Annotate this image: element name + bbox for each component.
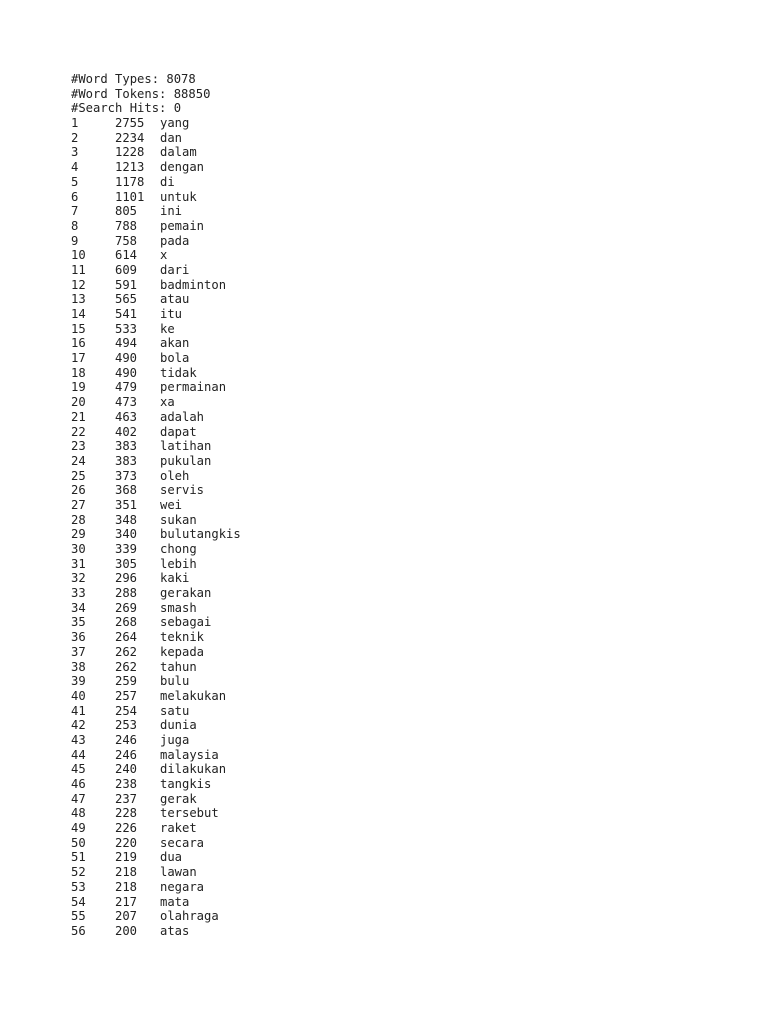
rank-cell: 12: [71, 277, 86, 292]
list-item: [71, 469, 241, 484]
frequency-cell: 296: [115, 571, 138, 586]
list-item: [71, 571, 241, 586]
word-cell: servis: [160, 483, 205, 498]
word-list-document: [71, 72, 241, 939]
frequency-cell: 220: [115, 835, 138, 850]
rank-cell: 30: [71, 542, 86, 556]
list-item: [71, 718, 241, 733]
frequency-cell: 246: [115, 732, 138, 747]
word-cell: oleh: [160, 468, 190, 483]
frequency-cell: 264: [115, 630, 138, 645]
frequency-cell: 269: [115, 600, 138, 615]
frequency-cell: 383: [115, 453, 138, 468]
frequency-cell: 533: [115, 321, 138, 336]
list-item: [71, 924, 241, 939]
frequency-cell: 565: [115, 292, 138, 307]
list-item: [71, 395, 241, 410]
word-tokens-line: #Word Tokens: 88850: [71, 86, 211, 101]
rank-cell: 38: [71, 659, 86, 674]
word-cell: juga: [160, 732, 190, 747]
frequency-cell: 339: [115, 542, 138, 556]
list-item: [71, 131, 241, 146]
word-cell: dilakukan: [160, 762, 227, 777]
frequency-cell: 340: [115, 527, 138, 542]
word-cell: latihan: [160, 439, 212, 454]
list-item: [71, 850, 241, 865]
word-cell: tangkis: [160, 777, 212, 791]
word-cell: secara: [160, 835, 205, 850]
list-item: [71, 792, 241, 807]
list-item: [71, 527, 241, 542]
frequency-cell: 758: [115, 233, 138, 248]
word-cell: x: [160, 248, 168, 263]
frequency-cell: 259: [115, 674, 138, 689]
frequency-cell: 218: [115, 879, 138, 894]
word-cell: adalah: [160, 409, 205, 424]
list-item: [71, 557, 241, 572]
word-cell: lebih: [160, 556, 197, 571]
rank-cell: 39: [71, 674, 86, 689]
list-item: [71, 190, 241, 205]
word-cell: ke: [160, 321, 175, 336]
rank-cell: 36: [71, 630, 86, 645]
frequency-cell: 614: [115, 248, 138, 263]
word-cell: xa: [160, 395, 175, 410]
frequency-cell: 226: [115, 821, 138, 836]
frequency-cell: 490: [115, 351, 138, 366]
word-cell: atau: [160, 292, 190, 307]
frequency-cell: 1213: [115, 160, 145, 175]
list-item: [71, 322, 241, 337]
rank-cell: 7: [71, 204, 79, 219]
frequency-cell: 237: [115, 791, 138, 806]
rank-cell: 49: [71, 821, 86, 836]
word-types-line: #Word Types: 8078: [71, 72, 196, 86]
list-item: [71, 748, 241, 763]
rank-cell: 18: [71, 365, 86, 380]
frequency-cell: 402: [115, 424, 138, 439]
frequency-cell: 262: [115, 644, 138, 659]
rank-cell: 9: [71, 233, 79, 248]
frequency-cell: 262: [115, 659, 138, 674]
rank-cell: 5: [71, 174, 79, 189]
word-cell: olahraga: [160, 909, 219, 924]
list-item: [71, 175, 241, 190]
rank-cell: 27: [71, 497, 86, 512]
frequency-cell: 373: [115, 468, 138, 483]
list-item: [71, 366, 241, 381]
list-item: [71, 145, 241, 160]
frequency-cell: 207: [115, 909, 138, 924]
word-cell: pukulan: [160, 453, 212, 468]
list-item: [71, 689, 241, 704]
rank-cell: 23: [71, 439, 86, 454]
frequency-cell: 253: [115, 718, 138, 733]
rank-cell: 31: [71, 556, 86, 571]
list-item: [71, 630, 241, 645]
word-cell: bulutangkis: [160, 527, 241, 542]
list-item: [71, 674, 241, 689]
word-cell: tersebut: [160, 806, 219, 821]
word-cell: gerak: [160, 791, 197, 806]
word-cell: dalam: [160, 145, 197, 160]
frequency-cell: 288: [115, 586, 138, 601]
frequency-cell: 246: [115, 747, 138, 762]
list-item: [71, 410, 241, 425]
list-item: [71, 762, 241, 777]
word-cell: melakukan: [160, 688, 227, 703]
word-cell: pemain: [160, 218, 205, 233]
frequency-cell: 383: [115, 439, 138, 454]
rank-cell: 42: [71, 718, 86, 733]
word-cell: chong: [160, 542, 197, 556]
rank-cell: 16: [71, 336, 86, 351]
word-cell: negara: [160, 879, 205, 894]
frequency-cell: 200: [115, 923, 138, 938]
word-cell: dapat: [160, 424, 197, 439]
list-item: [71, 483, 241, 498]
word-cell: pada: [160, 233, 190, 248]
list-item: [71, 586, 241, 601]
list-item: [71, 806, 241, 821]
word-cell: teknik: [160, 630, 205, 645]
rank-cell: 8: [71, 218, 79, 233]
frequency-cell: 463: [115, 409, 138, 424]
rank-cell: 1: [71, 116, 79, 131]
list-item: [71, 880, 241, 895]
frequency-cell: 591: [115, 277, 138, 292]
word-cell: dari: [160, 262, 190, 277]
rank-cell: 55: [71, 909, 86, 924]
word-cell: bola: [160, 351, 190, 366]
rank-cell: 50: [71, 835, 86, 850]
rank-cell: 24: [71, 453, 86, 468]
rank-cell: 32: [71, 571, 86, 586]
rank-cell: 56: [71, 923, 86, 938]
word-cell: kepada: [160, 644, 205, 659]
list-item: [71, 307, 241, 322]
rank-cell: 48: [71, 806, 86, 821]
list-item: [71, 454, 241, 469]
list-item: [71, 425, 241, 440]
list-item: [71, 733, 241, 748]
frequency-cell: 348: [115, 512, 138, 527]
list-item: [71, 278, 241, 293]
list-item: [71, 336, 241, 351]
word-cell: untuk: [160, 189, 197, 204]
rank-cell: 14: [71, 307, 86, 321]
rank-cell: 6: [71, 189, 79, 204]
word-cell: itu: [160, 307, 183, 321]
list-item: [71, 292, 241, 307]
frequency-cell: 1228: [115, 145, 145, 160]
rank-cell: 15: [71, 321, 86, 336]
list-item: [71, 380, 241, 395]
word-cell: sebagai: [160, 615, 212, 630]
frequency-cell: 351: [115, 497, 138, 512]
word-frequency-list: [71, 116, 241, 939]
word-cell: wei: [160, 497, 183, 512]
frequency-cell: 254: [115, 703, 138, 718]
frequency-cell: 238: [115, 777, 138, 791]
word-cell: di: [160, 174, 175, 189]
list-item: [71, 704, 241, 719]
rank-cell: 34: [71, 600, 86, 615]
frequency-cell: 1101: [115, 189, 145, 204]
word-cell: smash: [160, 600, 197, 615]
rank-cell: 40: [71, 688, 86, 703]
word-cell: dunia: [160, 718, 197, 733]
list-item: [71, 204, 241, 219]
word-cell: satu: [160, 703, 190, 718]
word-cell: permainan: [160, 380, 227, 395]
rank-cell: 54: [71, 894, 86, 909]
list-item: [71, 909, 241, 924]
word-cell: tahun: [160, 659, 197, 674]
rank-cell: 45: [71, 762, 86, 777]
rank-cell: 47: [71, 791, 86, 806]
word-cell: malaysia: [160, 747, 219, 762]
list-item: [71, 836, 241, 851]
frequency-cell: 473: [115, 395, 138, 410]
list-item: [71, 777, 241, 792]
rank-cell: 33: [71, 586, 86, 601]
list-item: [71, 821, 241, 836]
rank-cell: 53: [71, 879, 86, 894]
list-item: [71, 865, 241, 880]
list-item: [71, 645, 241, 660]
rank-cell: 29: [71, 527, 86, 542]
rank-cell: 43: [71, 732, 86, 747]
list-item: [71, 234, 241, 249]
list-item: [71, 160, 241, 175]
word-cell: raket: [160, 821, 197, 836]
word-cell: kaki: [160, 571, 190, 586]
rank-cell: 3: [71, 145, 79, 160]
rank-cell: 10: [71, 248, 86, 263]
list-item: [71, 601, 241, 616]
rank-cell: 26: [71, 483, 86, 498]
rank-cell: 28: [71, 512, 86, 527]
frequency-cell: 268: [115, 615, 138, 630]
frequency-cell: 490: [115, 365, 138, 380]
rank-cell: 13: [71, 292, 86, 307]
frequency-cell: 494: [115, 336, 138, 351]
rank-cell: 19: [71, 380, 86, 395]
list-item: [71, 263, 241, 278]
frequency-cell: 2234: [115, 130, 145, 145]
word-cell: dua: [160, 850, 183, 865]
frequency-cell: 1178: [115, 174, 145, 189]
frequency-cell: 228: [115, 806, 138, 821]
rank-cell: 25: [71, 468, 86, 483]
frequency-cell: 240: [115, 762, 138, 777]
word-cell: sukan: [160, 512, 197, 527]
list-item: [71, 542, 241, 557]
rank-cell: 35: [71, 615, 86, 630]
frequency-cell: 368: [115, 483, 138, 498]
frequency-cell: 541: [115, 307, 138, 321]
word-cell: badminton: [160, 277, 227, 292]
rank-cell: 2: [71, 130, 79, 145]
list-item: [71, 116, 241, 131]
frequency-cell: 609: [115, 262, 138, 277]
list-item: [71, 615, 241, 630]
rank-cell: 11: [71, 262, 86, 277]
word-cell: gerakan: [160, 586, 212, 601]
rank-cell: 17: [71, 351, 86, 366]
word-cell: dengan: [160, 160, 205, 175]
list-item: [71, 498, 241, 513]
list-item: [71, 660, 241, 675]
rank-cell: 21: [71, 409, 86, 424]
rank-cell: 52: [71, 865, 86, 880]
search-hits-line: #Search Hits: 0: [71, 101, 182, 116]
rank-cell: 20: [71, 395, 86, 410]
list-item: [71, 351, 241, 366]
word-cell: bulu: [160, 674, 190, 689]
word-cell: tidak: [160, 365, 197, 380]
frequency-cell: 305: [115, 556, 138, 571]
word-cell: ini: [160, 204, 183, 219]
frequency-cell: 805: [115, 204, 138, 219]
frequency-cell: 217: [115, 894, 138, 909]
frequency-cell: 218: [115, 865, 138, 880]
list-item: [71, 439, 241, 454]
frequency-cell: 788: [115, 218, 138, 233]
word-cell: lawan: [160, 865, 197, 880]
rank-cell: 22: [71, 424, 86, 439]
rank-cell: 46: [71, 777, 86, 791]
list-item: [71, 895, 241, 910]
word-cell: akan: [160, 336, 190, 351]
word-cell: atas: [160, 923, 190, 938]
rank-cell: 44: [71, 747, 86, 762]
word-cell: mata: [160, 894, 190, 909]
word-cell: yang: [160, 116, 190, 131]
list-item: [71, 219, 241, 234]
rank-cell: 37: [71, 644, 86, 659]
list-item: [71, 248, 241, 263]
frequency-cell: 257: [115, 688, 138, 703]
rank-cell: 41: [71, 703, 86, 718]
rank-cell: 51: [71, 850, 86, 865]
word-cell: dan: [160, 130, 183, 145]
frequency-cell: 219: [115, 850, 138, 865]
frequency-cell: 479: [115, 380, 138, 395]
rank-cell: 4: [71, 160, 79, 175]
list-item: [71, 513, 241, 528]
frequency-cell: 2755: [115, 116, 145, 131]
